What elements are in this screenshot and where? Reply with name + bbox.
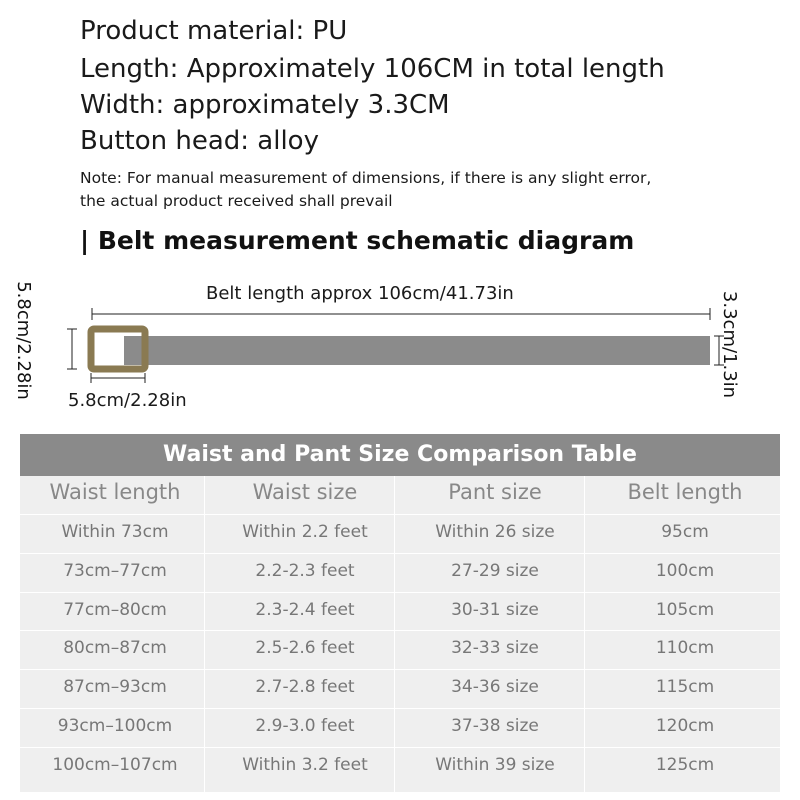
cell-pant-size: 37-38 size	[451, 716, 539, 736]
cell-pant-size: Within 39 size	[435, 755, 555, 775]
cell-waist-size: 2.2-2.3 feet	[255, 561, 355, 581]
table-row	[20, 561, 780, 581]
cell-waist-length: 100cm–107cm	[52, 755, 178, 775]
cell-waist-size: 2.9-3.0 feet	[255, 716, 355, 736]
column-header-belt-length: Belt length	[627, 480, 743, 504]
cell-waist-length: 73cm–77cm	[63, 561, 167, 581]
cell-waist-size: 2.3-2.4 feet	[255, 600, 355, 620]
column-header-waist-length: Waist length	[49, 480, 181, 504]
buckle-height-label: 5.8cm/2.28in	[12, 281, 34, 400]
cell-pant-size: 34-36 size	[451, 677, 539, 697]
table-divider	[20, 708, 780, 709]
cell-waist-length: 87cm–93cm	[63, 677, 167, 697]
cell-belt-length: 95cm	[661, 522, 709, 542]
cell-waist-length: 80cm–87cm	[63, 638, 167, 658]
cell-waist-length: Within 73cm	[61, 522, 169, 542]
table-divider	[20, 514, 780, 515]
cell-pant-size: 30-31 size	[451, 600, 539, 620]
column-header-waist-size: Waist size	[252, 480, 358, 504]
cell-belt-length: 100cm	[655, 561, 715, 581]
cell-waist-length: 93cm–100cm	[57, 716, 173, 736]
belt-strap	[124, 336, 710, 365]
cell-belt-length: 105cm	[655, 600, 715, 620]
buckle-width-marker	[91, 373, 145, 383]
buckle-width-label: 5.8cm/2.28in	[68, 390, 187, 411]
belt-length-label: Belt length approx 106cm/41.73in	[206, 283, 514, 304]
buckle-height-marker	[67, 329, 77, 369]
table-row	[20, 522, 780, 542]
table-row	[20, 600, 780, 620]
size-table-title: Waist and Pant Size Comparison Table	[20, 434, 780, 476]
size-table-header-row	[20, 480, 780, 504]
cell-belt-length: 110cm	[655, 638, 715, 658]
diagram-heading: | Belt measurement schematic diagram	[80, 226, 635, 255]
cell-pant-size: 32-33 size	[451, 638, 539, 658]
cell-belt-length: 120cm	[655, 716, 715, 736]
note-line-2: the actual product received shall prevail	[80, 192, 393, 210]
table-row	[20, 638, 780, 658]
column-header-pant-size: Pant size	[448, 480, 542, 504]
note-line-1: Note: For manual measurement of dimensions, if there is any slight error,	[80, 169, 652, 187]
table-row	[20, 755, 780, 775]
cell-waist-size: 2.7-2.8 feet	[255, 677, 355, 697]
table-divider	[20, 553, 780, 554]
cell-belt-length: 115cm	[655, 677, 715, 697]
table-divider	[20, 592, 780, 593]
table-divider	[20, 630, 780, 631]
table-row	[20, 716, 780, 736]
cell-waist-size: 2.5-2.6 feet	[255, 638, 355, 658]
cell-pant-size: 27-29 size	[451, 561, 539, 581]
belt-length-arrow	[92, 308, 710, 320]
cell-waist-size: Within 2.2 feet	[242, 522, 368, 542]
cell-waist-length: 77cm–80cm	[63, 600, 167, 620]
cell-waist-size: Within 3.2 feet	[242, 755, 368, 775]
table-row	[20, 677, 780, 697]
cell-belt-length: 125cm	[655, 755, 715, 775]
spec-material: Product material: PU	[80, 16, 348, 46]
belt-width-label: 3.3cm/1.3in	[719, 290, 741, 399]
spec-length: Length: Approximately 106CM in total length	[80, 54, 665, 84]
spec-width: Width: approximately 3.3CM	[80, 90, 450, 120]
table-divider	[20, 669, 780, 670]
table-divider	[20, 747, 780, 748]
spec-button-head: Button head: alloy	[80, 126, 319, 156]
cell-pant-size: Within 26 size	[435, 522, 555, 542]
